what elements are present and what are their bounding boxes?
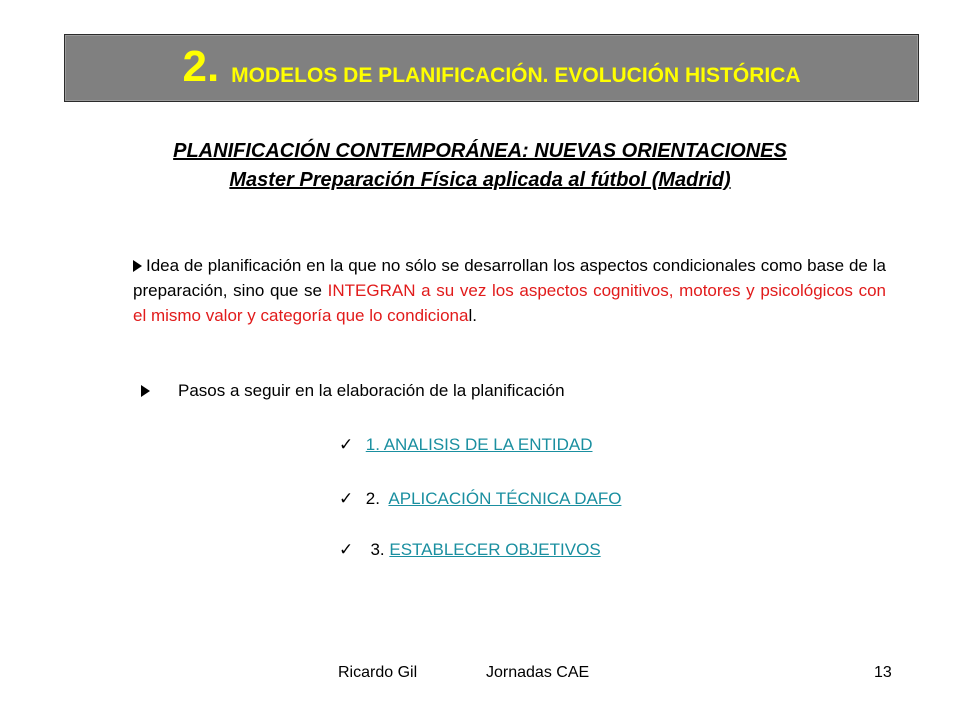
arrow-bullet-icon [141, 385, 150, 397]
step-item-1 [339, 435, 593, 455]
steps-heading [141, 381, 565, 401]
step-item-2 [339, 489, 621, 509]
paragraph-highlight: INTEGRAN a su vez los aspectos cognitivos, motores y psicológicos con el mismo valor y categoría que lo condiciona [133, 281, 886, 325]
check-icon: ✓ [339, 435, 354, 454]
idea-paragraph [133, 253, 886, 328]
paragraph-text: Idea de planificación en la que no sólo se desarrollan los aspectos condicionales como base de la preparación, sino que se [133, 256, 886, 300]
steps-heading-text: Pasos a seguir en la elaboración de la planificación [178, 381, 565, 400]
section-number: 2. [182, 42, 220, 91]
step-item-3 [339, 540, 601, 560]
step-prefix: 2. [365, 489, 389, 508]
check-icon: ✓ [339, 489, 354, 508]
link-tecnica-dafo[interactable]: APLICACIÓN TÉCNICA DAFO [388, 489, 622, 508]
page-number: 13 [874, 664, 892, 681]
footer-event: Jornadas CAE [486, 664, 590, 681]
check-icon: ✓ [339, 540, 354, 559]
section-title: MODELOS DE PLANIFICACIÓN. EVOLUCIÓN HISTÓRICA [231, 64, 801, 87]
subtitle-primary: PLANIFICACIÓN CONTEMPORÁNEA: NUEVAS ORIENTACIONES [173, 140, 787, 162]
arrow-bullet-icon [133, 260, 142, 272]
subtitle-secondary: Master Preparación Física aplicada al fútbol (Madrid) [229, 169, 731, 191]
footer-author: Ricardo Gil [338, 664, 418, 681]
title-banner [64, 34, 919, 102]
link-analisis-entidad[interactable]: 1. ANALISIS DE LA ENTIDAD [365, 435, 593, 454]
paragraph-tail: l. [468, 306, 477, 325]
link-establecer-objetivos[interactable]: ESTABLECER OBJETIVOS [389, 540, 601, 559]
step-prefix: 3. [365, 540, 390, 559]
